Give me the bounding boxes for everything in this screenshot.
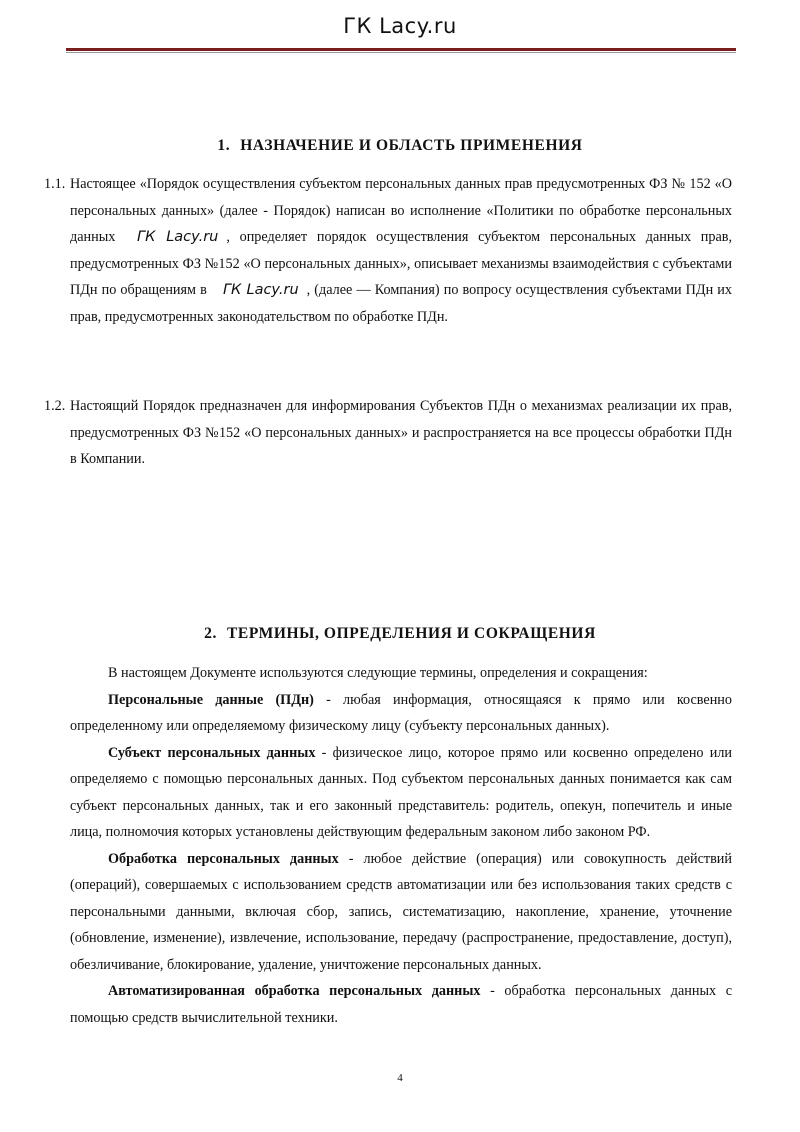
- term-text: - физическое лицо, которое прямо или косвенно определено или определяемо с помощью персональных данных. Под субъектом персональных данных понимается как сам субъект персональных данных, так и его законный представитель: родитель, опекун, попечитель и иные лица, полномочия которых установлены действующим федеральным законом либо законом РФ.: [70, 744, 732, 840]
- term-definition: [70, 687, 732, 740]
- terms-intro: В настоящем Документе используются следующие термины, определения и сокращения:: [108, 665, 648, 681]
- section-1-heading: [0, 137, 800, 155]
- section-2-heading: [0, 625, 800, 643]
- term-text: - любое действие (операция) или совокупность действий (операций), совершаемых с использованием средств автоматизации или без использования таких средств с персональными данными, включая сбор, запись, систематизацию, накопление, хранение, уточнение (обновление, изменение), извлечение, использование, передачу (распространение, предоставление, доступ), обезличивание, блокирование, удаление, уничтожение персональных данных.: [70, 850, 732, 973]
- term-text: - обработка персональных данных с помощью средств вычислительной техники.: [70, 983, 732, 1026]
- paragraph-1-2: [70, 393, 732, 473]
- company-name: ГК Lacy.ru: [222, 282, 299, 298]
- paragraph-number: 1.1.: [44, 176, 66, 192]
- company-name: ГК Lacy.ru: [137, 229, 219, 245]
- term-definition: [70, 978, 732, 1031]
- paragraph-text: Настоящее «Порядок осуществления субъектом персональных данных прав предусмотренных ФЗ № 152 «О персональных данных» (далее - Порядок) написан во исполнение «Политики по обработке персональных данных: [70, 176, 732, 245]
- paragraph-text: , (далее — Компания) по вопросу осуществления субъектами ПДн их прав, предусмотренных законодательством по обработке ПДн.: [70, 282, 732, 325]
- paragraph-number: 1.2.: [44, 398, 66, 414]
- term-name: Субъект персональных данных: [108, 744, 316, 761]
- terms-block: [70, 660, 732, 1031]
- term-text: - любая информация, относящаяся к прямо или косвенно определенному или определяемому физическому лицу (субъекту персональных данных).: [70, 691, 732, 734]
- term-name: Автоматизированная обработка персональных данных: [108, 983, 481, 999]
- paragraph-text: , определяет порядок осуществления субъектом персональных данных прав, предусмотренных ФЗ №152 «О персональных данных», описывает механизмы взаимодействия с субъектами ПДн по обращениям в: [70, 229, 733, 298]
- section-number: 1.: [217, 137, 231, 154]
- term-name: Персональные данные (ПДн): [108, 691, 314, 708]
- section-title: ТЕРМИНЫ, ОПРЕДЕЛЕНИЯ И СОКРАЩЕНИЯ: [226, 625, 596, 642]
- section-title: НАЗНАЧЕНИЕ И ОБЛАСТЬ ПРИМЕНЕНИЯ: [240, 137, 583, 154]
- page-header: ГК Lacy.ru: [343, 14, 457, 38]
- paragraph-text: Настоящий Порядок предназначен для информирования Субъектов ПДн о механизмах реализации их прав, предусмотренных ФЗ №152 «О персональных данных» и распространяется на все процессы обработки ПДн в Компании.: [70, 398, 732, 467]
- page-number: 4: [397, 1072, 403, 1084]
- paragraph-1-1: [70, 171, 732, 330]
- term-name: Обработка персональных данных: [108, 850, 339, 867]
- term-definition: [70, 740, 732, 846]
- header-rule-thin: [66, 52, 736, 53]
- section-number: 2.: [204, 625, 217, 642]
- header-rule: [66, 48, 736, 51]
- term-definition: [70, 846, 732, 979]
